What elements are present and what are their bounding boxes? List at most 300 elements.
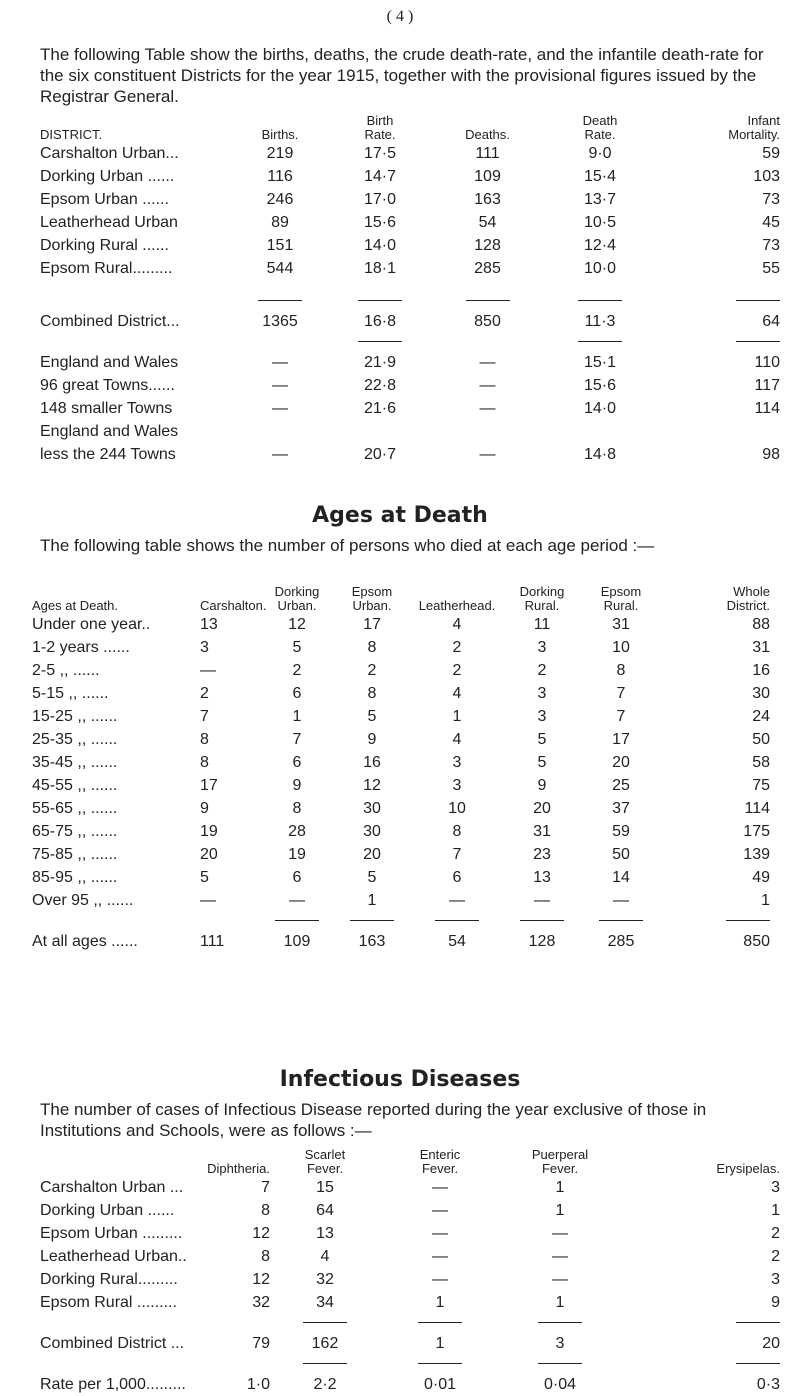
table-cell: 7 [616, 707, 626, 725]
rule-line [303, 1363, 347, 1364]
table-cell: 151 [266, 236, 294, 254]
table-cell: 20·7 [363, 445, 397, 463]
col-scarlet-fever-2: Fever. [306, 1161, 344, 1176]
table-cell: 6 [292, 868, 302, 886]
table-cell: 4 [320, 1247, 330, 1265]
rule-line [303, 1322, 347, 1323]
row-label: England and Wales [40, 353, 179, 371]
row-label: Rate per 1,000......... [40, 1375, 186, 1393]
table-cell: 30 [752, 684, 770, 702]
table-cell: 8 [261, 1201, 270, 1219]
table-row [32, 751, 770, 774]
table-cell: 24 [752, 707, 770, 725]
table-cell: 50 [612, 845, 630, 863]
table-cell: 64 [762, 312, 780, 330]
rule-line [578, 341, 622, 342]
table-cell: 162 [311, 1334, 339, 1352]
rule-line [466, 300, 510, 301]
table-cell: 12 [252, 1270, 270, 1288]
table-cell: 32 [252, 1293, 270, 1311]
table-cell: 5 [292, 638, 302, 656]
table-row [40, 1199, 780, 1222]
table-cell: — [200, 661, 216, 679]
table-cell: — [432, 1201, 448, 1219]
rule-line [520, 920, 564, 921]
col-erysipelas: Erysipelas. [716, 1161, 780, 1176]
table-cell: 17·0 [363, 190, 397, 208]
col-enteric-fever: Enteric [419, 1147, 461, 1162]
table-cell: 103 [753, 167, 780, 185]
table-header [32, 585, 770, 613]
rule-line [736, 1363, 780, 1364]
table-cell: 17 [200, 776, 218, 794]
table-cell: 1·0 [246, 1375, 270, 1393]
table-cell: 20 [200, 845, 218, 863]
col-puerperal-fever-2: Fever. [541, 1161, 579, 1176]
table-cell: 31 [533, 822, 551, 840]
table-cell: 21·6 [363, 399, 397, 417]
table-cell: 32 [316, 1270, 334, 1288]
col-whole-district: Whole [733, 584, 770, 599]
row-label: Epsom Urban ......... [40, 1224, 183, 1242]
rule-line [275, 920, 319, 921]
table-cell: 20 [533, 799, 551, 817]
row-label: Leatherhead Urban [40, 213, 178, 231]
table-cell: — [613, 891, 629, 909]
infectious-diseases-table [40, 1148, 780, 1396]
col-dorking-urban: Dorking [274, 584, 320, 599]
table-cell [230, 420, 330, 443]
table-cell: 12·4 [583, 236, 617, 254]
rule-row [40, 292, 780, 310]
table-cell: 128 [528, 932, 556, 950]
table-cell: 10·0 [583, 259, 617, 277]
table-cell: 4 [452, 730, 462, 748]
table-cell: 544 [266, 259, 294, 277]
row-label: Epsom Rural ......... [40, 1293, 177, 1311]
table-cell: 111 [200, 932, 225, 950]
table-cell: 163 [474, 190, 501, 208]
col-leatherhead: Leatherhead. [418, 598, 496, 613]
table-cell: 12 [252, 1224, 270, 1242]
table-cell: 31 [612, 615, 630, 633]
table-cell: 49 [752, 868, 770, 886]
table-cell: 17 [363, 615, 381, 633]
table-cell: 1 [452, 707, 462, 725]
table-cell: — [432, 1178, 448, 1196]
table-cell: 7 [616, 684, 626, 702]
row-label: Combined District ... [40, 1334, 185, 1352]
table-row [40, 257, 780, 280]
rule-line [258, 300, 302, 301]
table-cell: 15·6 [583, 376, 617, 394]
table-cell: 13 [316, 1224, 334, 1242]
table-cell: — [272, 376, 288, 394]
table-cell: 9 [537, 776, 547, 794]
row-label: 1-2 years ...... [32, 638, 130, 656]
row-label: Dorking Urban ...... [40, 1201, 175, 1219]
table-cell: 19 [288, 845, 306, 863]
rule-row [40, 1314, 780, 1332]
table-cell: 15·6 [363, 213, 397, 231]
table-cell: 79 [252, 1334, 270, 1352]
table-row [40, 1245, 780, 1268]
table-cell: 25 [612, 776, 630, 794]
table-cell: 8 [452, 822, 462, 840]
row-label: Dorking Rural ...... [40, 236, 169, 254]
table-cell: 31 [752, 638, 770, 656]
table-row [32, 636, 770, 659]
table-cell [330, 420, 430, 443]
row-label: 65-75 ,, ...... [32, 822, 118, 840]
table-cell: 2 [452, 638, 462, 656]
table-cell: 54 [448, 932, 466, 950]
table-cell: 6 [452, 868, 462, 886]
rule-line [418, 1363, 462, 1364]
table-row [40, 397, 780, 420]
table-cell: 1 [761, 891, 770, 909]
rule-line [736, 300, 780, 301]
page-number: ( 4 ) [386, 8, 414, 25]
rule-line [358, 300, 402, 301]
col-death-rate: Death [582, 113, 618, 128]
table-cell: 59 [762, 144, 780, 162]
table-row [40, 420, 780, 443]
ages-at-death-intro: The following table shows the number of persons who died at each age period :— [40, 536, 655, 555]
births-deaths-intro: The following Table show the births, deaths, the crude death-rate, and the infantile death-rate for the six constituent Districts for the year 1915, together with the provisional figures issued by the Registrar General. [40, 45, 764, 106]
table-cell: — [479, 353, 496, 371]
table-cell: 3 [537, 707, 547, 725]
table-row [32, 659, 770, 682]
table-cell: 1 [435, 1334, 445, 1352]
table-row [32, 774, 770, 797]
row-label: 2-5 ,, ...... [32, 661, 100, 679]
table-cell: 88 [752, 615, 770, 633]
col-dorking-rural-2: Rural. [524, 598, 560, 613]
table-cell [655, 420, 780, 443]
row-label: Over 95 ,, ...... [32, 891, 134, 909]
table-cell: 110 [754, 353, 780, 371]
table-cell: 30 [363, 822, 381, 840]
table-cell: 14·7 [363, 167, 397, 185]
table-cell: 8 [200, 730, 209, 748]
table-cell: 20 [762, 1334, 780, 1352]
table-cell: 2 [452, 661, 462, 679]
table-cell: 109 [474, 167, 501, 185]
rule-line [358, 341, 402, 342]
table-cell: 14 [612, 868, 630, 886]
rule-line [538, 1363, 582, 1364]
table-cell: 1 [555, 1201, 565, 1219]
table-cell: 1 [555, 1178, 565, 1196]
ages-at-death-rows [32, 613, 770, 953]
col-puerperal-fever: Puerperal [531, 1147, 589, 1162]
table-cell: 3 [555, 1334, 565, 1352]
table-cell: 109 [283, 932, 311, 950]
row-label: less the 244 Towns [40, 445, 176, 463]
table-cell: 3 [452, 776, 462, 794]
table-cell: 175 [743, 822, 770, 840]
table-cell: 285 [607, 932, 635, 950]
rule-line [736, 1322, 780, 1323]
table-cell: 12 [363, 776, 381, 794]
table-cell: 7 [261, 1178, 270, 1196]
table-cell: 8 [292, 799, 302, 817]
table-cell: 15·4 [583, 167, 617, 185]
table-cell: 23 [533, 845, 551, 863]
table-cell: 13 [200, 615, 218, 633]
table-cell: 7 [452, 845, 462, 863]
table-cell: 8 [367, 684, 377, 702]
table-cell: 3 [771, 1270, 780, 1288]
table-row [32, 682, 770, 705]
table-cell: 1 [367, 891, 377, 909]
table-cell: 11 [533, 615, 551, 633]
table-cell: — [552, 1247, 568, 1265]
row-label: England and Wales [40, 422, 179, 440]
table-row [40, 188, 780, 211]
combined-row [40, 1332, 780, 1355]
row-label: Leatherhead Urban.. [40, 1247, 187, 1265]
table-cell: 89 [271, 213, 289, 231]
row-label: 148 smaller Towns [40, 399, 173, 417]
table-cell: 2 [771, 1224, 780, 1242]
table-header [40, 1148, 780, 1176]
table-cell: 10 [612, 638, 630, 656]
table-cell: 37 [612, 799, 630, 817]
table-cell: 116 [267, 167, 293, 185]
table-cell: 11·3 [584, 312, 616, 330]
table-cell: 18·1 [363, 259, 397, 277]
table-row [40, 142, 780, 165]
table-row [40, 1222, 780, 1245]
rule-line [599, 920, 643, 921]
row-label: At all ages ...... [32, 932, 138, 950]
table-cell: 111 [475, 144, 500, 162]
table-row [40, 351, 780, 374]
table-cell: 5 [367, 868, 377, 886]
table-cell: 3 [200, 638, 209, 656]
table-cell: — [272, 353, 288, 371]
row-label: 85-95 ,, ...... [32, 868, 118, 886]
rule-line [578, 300, 622, 301]
table-cell: — [534, 891, 550, 909]
table-cell: 73 [762, 190, 780, 208]
table-cell: 73 [762, 236, 780, 254]
row-label: Dorking Rural......... [40, 1270, 178, 1288]
table-cell: 75 [752, 776, 770, 794]
table-cell: 1 [435, 1293, 445, 1311]
table-cell: 6 [292, 753, 302, 771]
table-cell: 3 [452, 753, 462, 771]
col-ages: Ages at Death. [32, 598, 118, 613]
table-cell: 16 [752, 661, 770, 679]
table-cell: 30 [363, 799, 381, 817]
col-whole-district-2: District. [726, 598, 770, 613]
table-row [32, 613, 770, 636]
table-row [32, 889, 770, 912]
rule-line [726, 920, 770, 921]
table-cell: 9 [771, 1293, 780, 1311]
col-infant-mortality: Infant [747, 113, 780, 128]
table-cell: — [432, 1247, 448, 1265]
table-row [40, 443, 780, 466]
table-cell: 1365 [262, 312, 298, 330]
col-birth-rate: Birth [366, 113, 394, 128]
table-cell: 246 [266, 190, 294, 208]
table-cell: 19 [200, 822, 218, 840]
table-cell: 9 [200, 799, 209, 817]
table-cell: 163 [358, 932, 386, 950]
table-cell: 59 [612, 822, 630, 840]
table-cell: 17 [612, 730, 630, 748]
col-district: DISTRICT. [40, 127, 103, 142]
ages-at-death-table [32, 585, 770, 953]
rule-row [40, 333, 780, 351]
table-cell: 21·9 [363, 353, 397, 371]
table-cell: — [272, 399, 288, 417]
table-cell: 117 [754, 376, 780, 394]
col-scarlet-fever: Scarlet [304, 1147, 346, 1162]
table-cell: 9 [292, 776, 302, 794]
table-cell: 3 [771, 1178, 780, 1196]
table-row [40, 234, 780, 257]
table-cell: 7 [200, 707, 209, 725]
table-cell: 8 [367, 638, 377, 656]
rule-line [435, 920, 479, 921]
table-cell: 114 [744, 799, 770, 817]
col-dorking-rural: Dorking [519, 584, 565, 599]
combined-row [40, 310, 780, 333]
table-header [40, 114, 780, 142]
table-cell: 3 [537, 684, 547, 702]
table-cell: 219 [266, 144, 294, 162]
table-cell: — [289, 891, 305, 909]
table-cell: — [552, 1270, 568, 1288]
table-row [40, 374, 780, 397]
table-cell: 8 [616, 661, 626, 679]
table-cell: 98 [762, 445, 780, 463]
col-epsom-rural: Epsom [600, 584, 642, 599]
table-cell: 13·7 [583, 190, 617, 208]
table-cell: 50 [752, 730, 770, 748]
table-cell: 1 [771, 1201, 780, 1219]
table-cell: — [479, 399, 496, 417]
table-row [40, 211, 780, 234]
table-cell: 850 [743, 932, 770, 950]
table-row [32, 843, 770, 866]
table-cell: 114 [754, 399, 780, 417]
row-label: Epsom Rural......... [40, 259, 173, 277]
col-carshalton: Carshalton. [200, 598, 267, 613]
table-cell: 12 [288, 615, 306, 633]
table-cell: 2 [200, 684, 209, 702]
table-cell: 4 [452, 684, 462, 702]
col-diphtheria: Diphtheria. [207, 1161, 270, 1176]
row-label: 55-65 ,, ...... [32, 799, 118, 817]
row-label: Dorking Urban ...... [40, 167, 175, 185]
table-cell: 4 [452, 615, 462, 633]
table-cell: 10·5 [583, 213, 617, 231]
row-label: Combined District... [40, 312, 180, 330]
table-cell: 0·01 [423, 1375, 457, 1393]
table-cell: 15·1 [583, 353, 617, 371]
table-cell: 64 [316, 1201, 334, 1219]
table-cell: 16 [363, 753, 381, 771]
table-cell: — [272, 445, 288, 463]
rule-row [40, 1355, 780, 1373]
table-cell: 54 [478, 213, 497, 231]
table-cell: 8 [261, 1247, 270, 1265]
row-label: 35-45 ,, ...... [32, 753, 118, 771]
table-cell: 5 [537, 753, 547, 771]
total-row [32, 930, 770, 953]
table-cell: 128 [474, 236, 501, 254]
col-enteric-fever-2: Fever. [421, 1161, 459, 1176]
table-cell: 139 [743, 845, 770, 863]
table-row [40, 165, 780, 188]
table-cell: 14·0 [363, 236, 397, 254]
rate-row [40, 1373, 780, 1396]
col-death-rate-2: Rate. [584, 127, 616, 142]
table-cell: 3 [537, 638, 547, 656]
infectious-diseases-intro: The number of cases of Infectious Disease reported during the year exclusive of those in Institutions and Schools, were as follows :— [40, 1100, 707, 1140]
table-cell [545, 420, 655, 443]
row-label: 15-25 ,, ...... [32, 707, 118, 725]
table-cell: — [432, 1270, 448, 1288]
ages-at-death-heading: Ages at Death [312, 503, 488, 528]
table-row [40, 1291, 780, 1314]
row-label: Carshalton Urban... [40, 144, 179, 162]
table-cell: 7 [292, 730, 302, 748]
table-cell: 1 [555, 1293, 565, 1311]
table-cell: 2 [537, 661, 547, 679]
row-label: 96 great Towns...... [40, 376, 175, 394]
table-cell: — [479, 376, 496, 394]
table-cell: 850 [474, 312, 501, 330]
table-cell: 45 [762, 213, 780, 231]
rule-line [538, 1322, 582, 1323]
table-cell: 6 [292, 684, 302, 702]
table-cell: 14·0 [583, 399, 617, 417]
table-cell: 0·04 [543, 1375, 577, 1393]
table-cell: 285 [474, 259, 501, 277]
col-infant-mortality-2: Mortality. [728, 127, 780, 142]
table-cell: 14·8 [583, 445, 617, 463]
table-cell: 2 [292, 661, 302, 679]
table-cell: — [449, 891, 465, 909]
table-cell: 9 [367, 730, 377, 748]
col-births: Births. [261, 127, 299, 142]
col-epsom-urban: Epsom [351, 584, 393, 599]
table-cell: 1 [292, 707, 302, 725]
table-cell: — [552, 1224, 568, 1242]
table-row [40, 1268, 780, 1291]
row-label: 25-35 ,, ...... [32, 730, 118, 748]
col-dorking-urban-2: Urban. [277, 598, 317, 613]
rule-line [418, 1322, 462, 1323]
col-epsom-urban-2: Urban. [352, 598, 392, 613]
table-cell: 58 [752, 753, 770, 771]
table-cell: 20 [363, 845, 381, 863]
table-cell: 2·2 [313, 1375, 337, 1393]
table-cell: 22·8 [363, 376, 397, 394]
table-cell [430, 420, 545, 443]
table-cell: 8 [200, 753, 209, 771]
table-cell: — [200, 891, 216, 909]
table-row [32, 820, 770, 843]
table-cell: 5 [537, 730, 547, 748]
